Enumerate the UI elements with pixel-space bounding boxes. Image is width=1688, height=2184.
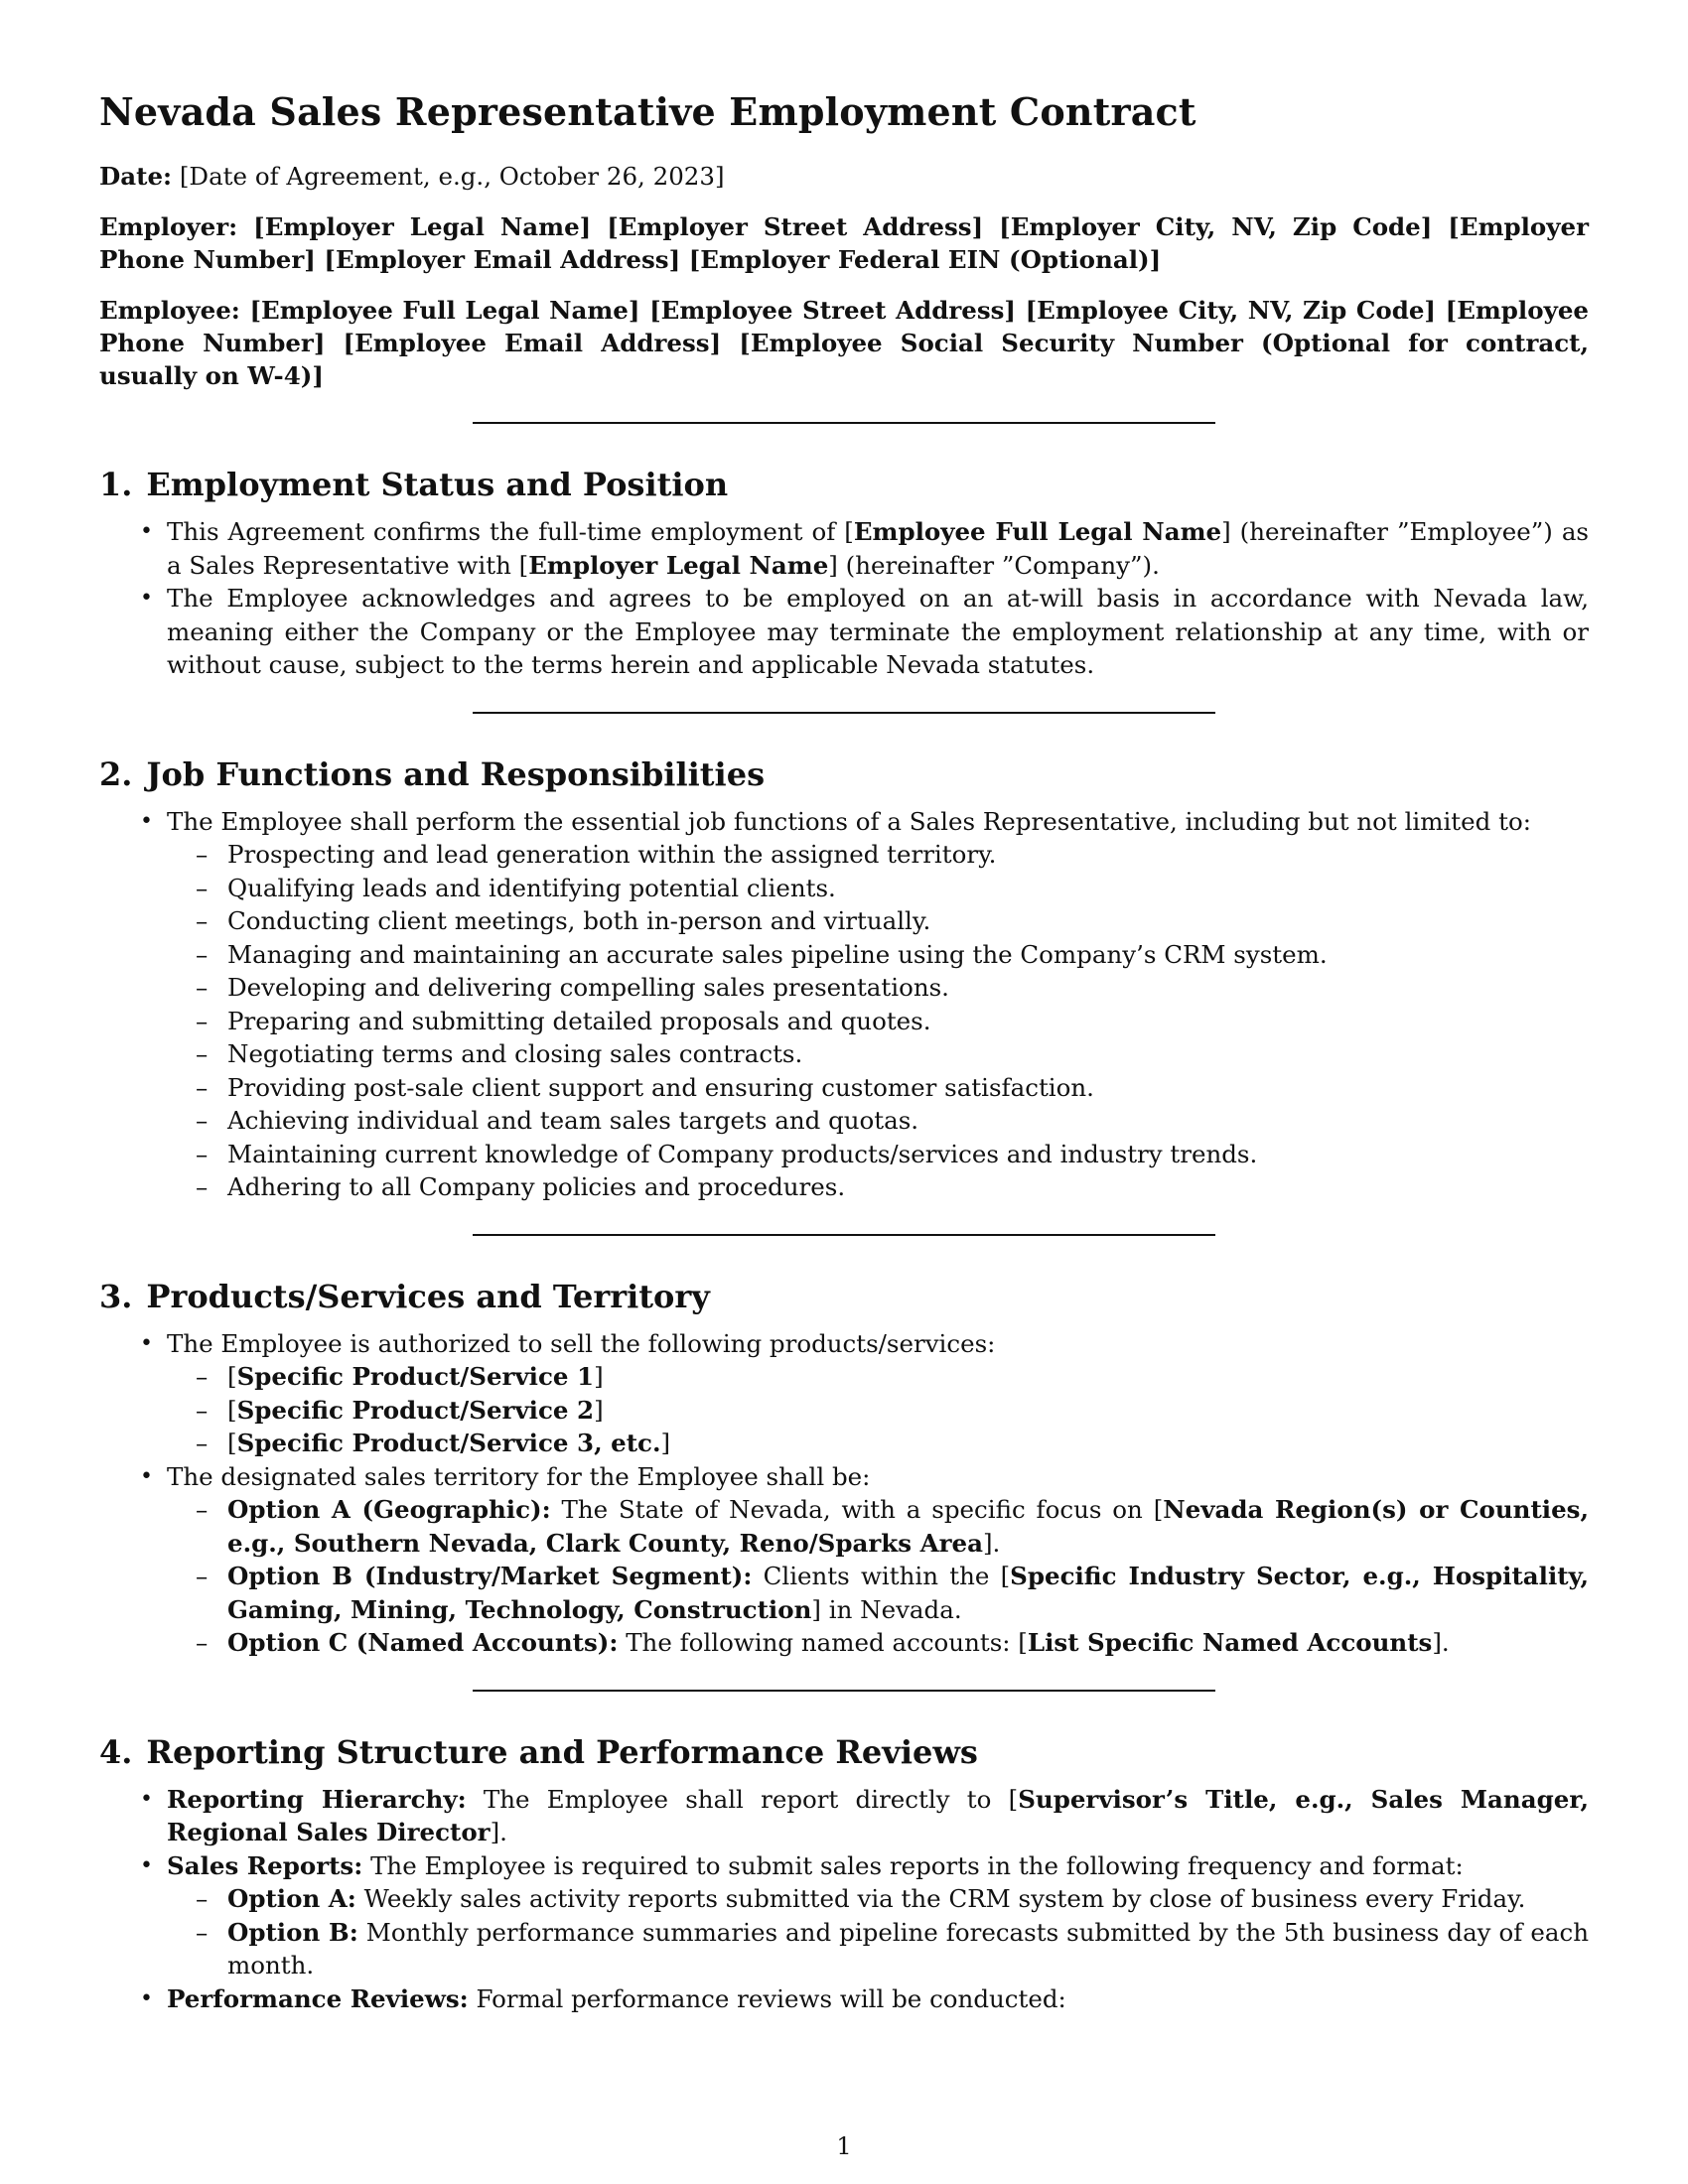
section-number: 4. [99, 1732, 133, 1771]
text: The State of Nevada, with a specific focus on [ [550, 1495, 1164, 1524]
sub-list-item [227, 1626, 1589, 1660]
sub-list-item: – Conducting client meetings, both in-person and virtually. [227, 904, 1589, 938]
text: Formal performance reviews will be conducted: [468, 1983, 1066, 2013]
document-title: Nevada Sales Representative Employment Contract [99, 89, 1196, 134]
sub-list-item: – [Specific Product/Service 1] [227, 1360, 1589, 1394]
sub-list-item: – Adhering to all Company policies and procedures. [227, 1170, 1589, 1204]
list-item [167, 805, 1589, 1204]
section-list [99, 1327, 1589, 1660]
text: Clients within the [ [752, 1562, 1011, 1590]
section-number: 1. [99, 466, 133, 503]
list-item [167, 1849, 1589, 1982]
section-list [99, 805, 1589, 1204]
text: Monthly performance summaries and pipeline forecasts submitted by the 5th business day of each month. [227, 1917, 1589, 1979]
sub-list [167, 838, 1589, 1204]
section-divider [473, 712, 1215, 714]
list-item: • The Employee acknowledges and agrees to be employed on an at-will basis in accordance with Nevada law, meaning either the Company or the Employee may terminate the employment relationship at any time, with or without cause, subject to the terms herein and applicable Nevada statutes. [167, 582, 1589, 682]
sub-list-item: – Negotiating terms and closing sales contracts. [227, 1037, 1589, 1071]
employee-value: [Employee Full Legal Name] [Employee Street Address] [Employee City, NV, Zip Code] [Employee Phone Number] [Employee Email Address] [Employee Social Security Number (Optional for contract, usually on W-4)] [99, 296, 1589, 390]
section-divider [473, 1690, 1215, 1692]
option-label: Option A: [227, 1884, 356, 1913]
text: The Employee is authorized to sell the following products/services: [167, 1328, 996, 1358]
sub-list-item: – Preparing and submitting detailed proposals and quotes. [227, 1005, 1589, 1038]
item-label: Reporting Hierarchy: [167, 1784, 467, 1814]
list-item [167, 515, 1589, 582]
text: ]. [1432, 1628, 1450, 1657]
section-number: 2. [99, 754, 133, 793]
sub-list [167, 1493, 1589, 1660]
sub-list-item: – Managing and maintaining an accurate sales pipeline using the Company’s CRM system. [227, 938, 1589, 972]
sub-list-item [227, 1916, 1589, 1982]
section-title: Reporting Structure and Performance Reviews [146, 1732, 978, 1771]
section-divider [473, 1234, 1215, 1236]
placeholder-text: Specific Product/Service 2 [236, 1395, 595, 1425]
section-heading [99, 1733, 1589, 1771]
sub-list-item [227, 1493, 1589, 1560]
section-heading [99, 466, 1589, 503]
placeholder-text: Supervisor’s Title, e.g., Sales Manager, Regional Sales Director [167, 1784, 1589, 1846]
section-divider [473, 422, 1215, 424]
item-label: Performance Reviews: [167, 1983, 469, 2013]
list-item [167, 1327, 1589, 1460]
section-title: Products/Services and Territory [146, 1277, 710, 1315]
sub-list-item: – Maintaining current knowledge of Company products/services and industry trends. [227, 1138, 1589, 1171]
sub-list-item: – Qualifying leads and identifying potential clients. [227, 872, 1589, 905]
date-line [99, 160, 1589, 193]
employee-block [99, 294, 1589, 392]
option-label: Option B: [227, 1917, 358, 1947]
option-label: Option C (Named Accounts): [227, 1628, 619, 1657]
placeholder-text: Nevada Region(s) or Counties, e.g., Southern Nevada, Clark County, Reno/Sparks Area [227, 1495, 1589, 1558]
text: ] (hereinafter ”Company”). [828, 550, 1160, 580]
employer-label: Employer: [99, 212, 238, 241]
placeholder-text: Employee Full Legal Name [853, 517, 1222, 546]
date-label: Date: [99, 162, 173, 191]
sub-list [167, 1360, 1589, 1460]
placeholder-text: Specific Product/Service 3, etc. [236, 1429, 661, 1457]
employee-label: Employee: [99, 296, 240, 325]
sub-list-item: – Prospecting and lead generation within the assigned territory. [227, 838, 1589, 872]
placeholder-text: Specific Product/Service 1 [236, 1362, 595, 1391]
option-label: Option B (Industry/Market Segment): [227, 1562, 753, 1590]
text: ]. [982, 1528, 1001, 1558]
placeholder-text: Employer Legal Name [528, 550, 829, 580]
document-page [99, 89, 1589, 2015]
sub-list-item: – [Specific Product/Service 3, etc.] [227, 1427, 1589, 1460]
text: ] (hereinafter ”Employee”) as a Sales Representative with [ [167, 517, 1589, 580]
option-label: Option A (Geographic): [227, 1495, 551, 1524]
placeholder-text: Specific Industry Sector, e.g., Hospitality, Gaming, Mining, Technology, Construction [227, 1562, 1590, 1624]
text: The Employee shall report directly to [ [466, 1784, 1019, 1814]
sub-list-item [227, 1882, 1589, 1916]
date-value: [Date of Agreement, e.g., October 26, 2023] [179, 162, 725, 191]
text: The following named accounts: [ [618, 1628, 1028, 1657]
list-item [167, 1982, 1589, 2016]
text: Weekly sales activity reports submitted via the CRM system by close of business every Friday. [355, 1884, 1526, 1913]
list-item [167, 1783, 1589, 1849]
section-list [99, 1783, 1589, 2016]
sub-list-item: – Providing post-sale client support and ensuring customer satisfaction. [227, 1071, 1589, 1105]
text: The Employee is required to submit sales reports in the following frequency and format: [362, 1850, 1464, 1880]
sub-list-item: – Achieving individual and team sales targets and quotas. [227, 1104, 1589, 1138]
section-heading [99, 755, 1589, 793]
section-heading [99, 1278, 1589, 1315]
sub-list-item: – [Specific Product/Service 2] [227, 1394, 1589, 1428]
text: The designated sales territory for the Employee shall be: [167, 1461, 871, 1491]
section-number: 3. [99, 1277, 133, 1315]
section-title: Job Functions and Responsibilities [146, 754, 766, 793]
text: The Employee shall perform the essential job functions of a Sales Representative, including but not limited to: [167, 806, 1531, 836]
sub-list-item: – Developing and delivering compelling sales presentations. [227, 971, 1589, 1005]
employer-value: [Employer Legal Name] [Employer Street Address] [Employer City, NV, Zip Code] [Employer Phone Number] [Employer Email Address] [Employer Federal EIN (Optional)] [99, 212, 1590, 274]
sub-list-item [227, 1560, 1589, 1626]
page-number: 1 [836, 2132, 852, 2160]
placeholder-text: List Specific Named Accounts [1027, 1628, 1433, 1657]
section-list [99, 515, 1589, 682]
text: ]. [490, 1818, 507, 1846]
list-item [167, 1460, 1589, 1660]
section-title: Employment Status and Position [146, 466, 729, 503]
text: This Agreement confirms the full-time employment of [ [167, 517, 854, 546]
sub-list [167, 1882, 1589, 1982]
item-label: Sales Reports: [167, 1850, 363, 1880]
text: ] in Nevada. [811, 1594, 962, 1624]
employer-block [99, 210, 1589, 276]
